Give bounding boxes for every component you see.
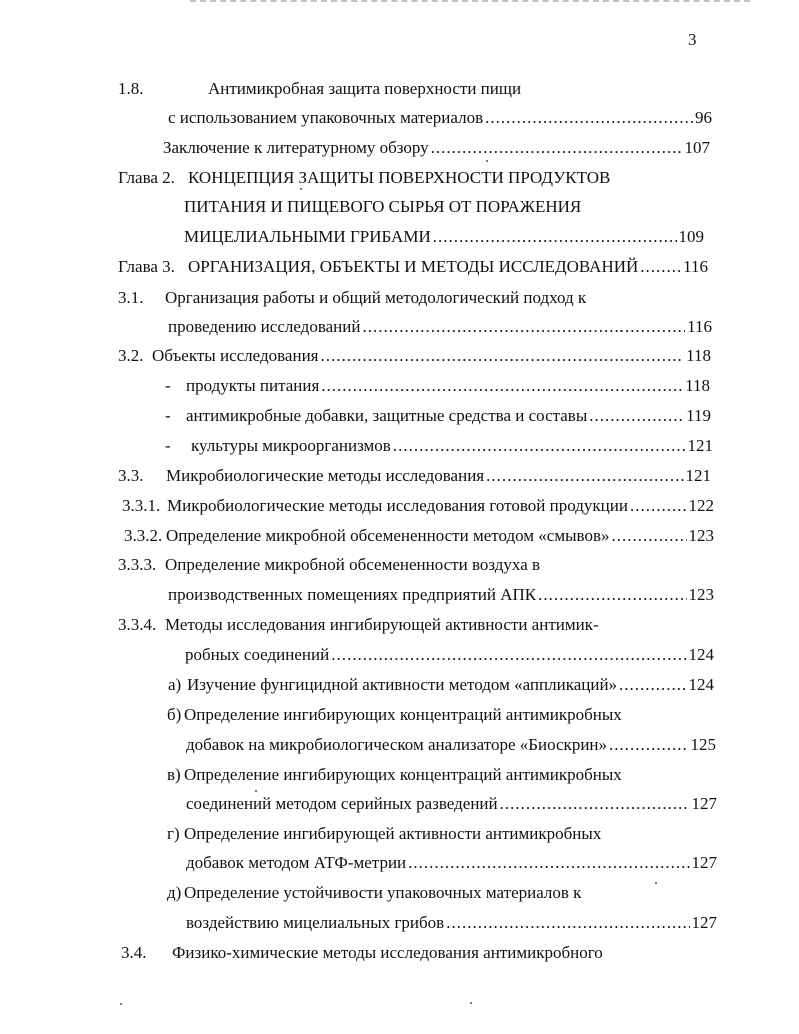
toc-entry-number: - — [165, 376, 171, 395]
toc-entry-number: 3.3. — [118, 466, 144, 485]
toc-entry-title: проведению исследований — [168, 317, 361, 336]
toc-entry-page: 121 — [687, 436, 713, 455]
toc-entry-title: робных соединений — [185, 645, 330, 664]
toc-entry-number: г) — [167, 824, 180, 843]
scan-speck — [620, 330, 622, 332]
toc-entry-number: в) — [167, 765, 181, 784]
dot-leader — [408, 851, 689, 875]
toc-entry — [185, 643, 714, 667]
toc-entry-title: Методы исследования ингибирующей активности антимик- — [165, 615, 599, 634]
toc-entry-page: 127 — [691, 913, 717, 932]
toc-entry-page: 123 — [688, 526, 714, 545]
toc-entry-page: 119 — [686, 406, 711, 425]
dot-leader — [433, 225, 677, 249]
toc-entry — [186, 911, 717, 935]
toc-entry-page: 123 — [688, 585, 714, 604]
scan-speck — [470, 1002, 472, 1004]
toc-entry-number: - — [165, 436, 171, 455]
dot-leader — [446, 911, 689, 935]
toc-entry-title: Микробиологические методы исследования — [166, 466, 485, 485]
scan-speck — [120, 1003, 122, 1005]
toc-entry-title: Антимикробная защита поверхности пищи — [208, 79, 522, 98]
dot-leader — [431, 136, 683, 160]
toc-entry-title: МИЦЕЛИАЛЬНЫМИ ГРИБАМИ — [184, 227, 431, 246]
toc-entry — [168, 583, 714, 607]
scan-speck — [486, 160, 488, 162]
toc-entry — [118, 553, 540, 577]
toc-entry-page: 118 — [686, 346, 711, 365]
toc-entry-page: 127 — [691, 794, 717, 813]
toc-entry-title: Определение устойчивости упаковочных материалов к — [184, 883, 582, 902]
dot-leader — [321, 374, 683, 398]
toc-entry-title: ОРГАНИЗАЦИЯ, ОБЪЕКТЫ И МЕТОДЫ ИССЛЕДОВАНИЙ — [188, 257, 639, 276]
toc-entry-title: воздействию мицелиальных грибов — [186, 913, 445, 932]
toc-entry — [184, 225, 704, 249]
toc-entry — [165, 374, 710, 398]
toc-entry — [118, 166, 610, 190]
dot-leader — [393, 434, 686, 458]
toc-entry — [167, 763, 622, 787]
toc-entry-title: Определение ингибирующих концентраций антимикробных — [184, 705, 622, 724]
toc-entry — [168, 106, 712, 130]
toc-entry-number: 3.4. — [121, 943, 147, 962]
toc-entry-page: 116 — [687, 317, 712, 336]
toc-entry-title: производственных помещениях предприятий АПК — [168, 585, 537, 604]
dot-leader — [331, 643, 686, 667]
toc-entry-title: Определение ингибирующей активности антимикробных — [184, 824, 602, 843]
toc-entry — [167, 881, 581, 905]
dot-leader — [630, 494, 687, 518]
toc-entry-title: культуры микроорганизмов — [191, 436, 391, 455]
toc-entry — [167, 822, 601, 846]
toc-entry — [118, 344, 711, 368]
dot-leader — [500, 792, 690, 816]
scan-speck — [255, 790, 257, 792]
toc-entry-number: 3.1. — [118, 288, 144, 307]
toc-entry — [167, 703, 622, 727]
toc-entry-title: ПИТАНИЯ И ПИЩЕВОГО СЫРЬЯ ОТ ПОРАЖЕНИЯ — [184, 197, 582, 216]
dot-leader — [486, 464, 683, 488]
toc-entry — [124, 524, 714, 548]
toc-entry-title: Физико-химические методы исследования антимикробного — [172, 943, 603, 962]
toc-entry-page: 124 — [688, 675, 714, 694]
toc-entry-page: 122 — [688, 496, 714, 515]
toc-entry — [186, 733, 716, 757]
toc-entry-page: 109 — [678, 227, 704, 246]
toc-entry-page: 116 — [683, 257, 708, 276]
toc-entry-title: Изучение фунгицидной активности методом «аппликаций» — [187, 675, 618, 694]
toc-entry-number: 3.3.2. — [124, 526, 163, 545]
scan-edge-line — [190, 0, 750, 4]
toc-entry-number: 3.3.3. — [118, 555, 157, 574]
dot-leader — [609, 733, 688, 757]
toc-entry — [186, 792, 717, 816]
toc-entry-number: 3.2. — [118, 346, 144, 365]
toc-entry — [165, 404, 711, 428]
dot-leader — [485, 106, 693, 130]
toc-entry-number: 3.3.4. — [118, 615, 157, 634]
toc-entry-title: добавок методом АТФ-метрии — [186, 853, 407, 872]
dot-leader — [320, 344, 684, 368]
toc-entry — [118, 255, 708, 279]
toc-entry — [184, 195, 581, 219]
toc-entry-page: 107 — [684, 138, 710, 157]
scan-speck — [655, 882, 657, 884]
toc-entry-page: 121 — [685, 466, 711, 485]
toc-entry — [118, 464, 711, 488]
toc-entry-title: КОНЦЕПЦИЯ ЗАЩИТЫ ПОВЕРХНОСТИ ПРОДУКТОВ — [188, 168, 611, 187]
toc-entry — [118, 286, 586, 310]
toc-entry-number: а) — [168, 675, 182, 694]
toc-entry-page: 125 — [690, 735, 716, 754]
toc-entry-title: Микробиологические методы исследования готовой продукции — [167, 496, 628, 515]
toc-entry-number: д) — [167, 883, 182, 902]
toc-entry-title: с использованием упаковочных материалов — [168, 108, 484, 127]
dot-leader — [611, 524, 686, 548]
dot-leader — [538, 583, 686, 607]
toc-entry-title: Определение микробной обсемененности воздуха в — [165, 555, 541, 574]
toc-entry-title: антимикробные добавки, защитные средства и составы — [186, 406, 588, 425]
toc-entry-title: добавок на микробиологическом анализаторе «Биоскрин» — [186, 735, 608, 754]
toc-entry — [118, 613, 599, 637]
dot-leader — [640, 255, 681, 279]
toc-entry-page: 118 — [685, 376, 710, 395]
toc-entry-title: продукты питания — [186, 376, 320, 395]
toc-entry — [186, 851, 717, 875]
toc-entry — [121, 941, 603, 965]
dot-leader — [619, 673, 686, 697]
toc-entry-number: Глава 3. — [118, 257, 175, 276]
toc-entry — [118, 77, 521, 101]
toc-entry-number: 1.8. — [118, 79, 144, 98]
toc-entry-page: 127 — [691, 853, 717, 872]
page-number: 3 — [688, 30, 697, 49]
toc-entry — [165, 434, 713, 458]
toc-entry — [168, 315, 712, 339]
toc-entry — [168, 673, 714, 697]
toc-entry-number: Глава 2. — [118, 168, 175, 187]
toc-entry-title: Определение ингибирующих концентраций антимикробных — [184, 765, 622, 784]
dot-leader — [362, 315, 685, 339]
dot-leader — [589, 404, 684, 428]
toc-entry-number: б) — [167, 705, 182, 724]
toc-entry-title: Заключение к литературному обзору — [163, 138, 429, 157]
toc-entry — [163, 136, 710, 160]
toc-entry-number: - — [165, 406, 171, 425]
toc-entry — [122, 494, 714, 518]
toc-entry-title: Организация работы и общий методологический подход к — [165, 288, 587, 307]
toc-entry-page: 124 — [688, 645, 714, 664]
toc-entry-title: Определение микробной обсемененности методом «смывов» — [166, 526, 610, 545]
toc-entry-title: соединений методом серийных разведений — [186, 794, 498, 813]
toc-entry-number: 3.3.1. — [122, 496, 161, 515]
toc-entry-title: Объекты исследования — [152, 346, 319, 365]
toc-entry-page: 96 — [695, 108, 712, 127]
scan-speck — [300, 188, 302, 190]
